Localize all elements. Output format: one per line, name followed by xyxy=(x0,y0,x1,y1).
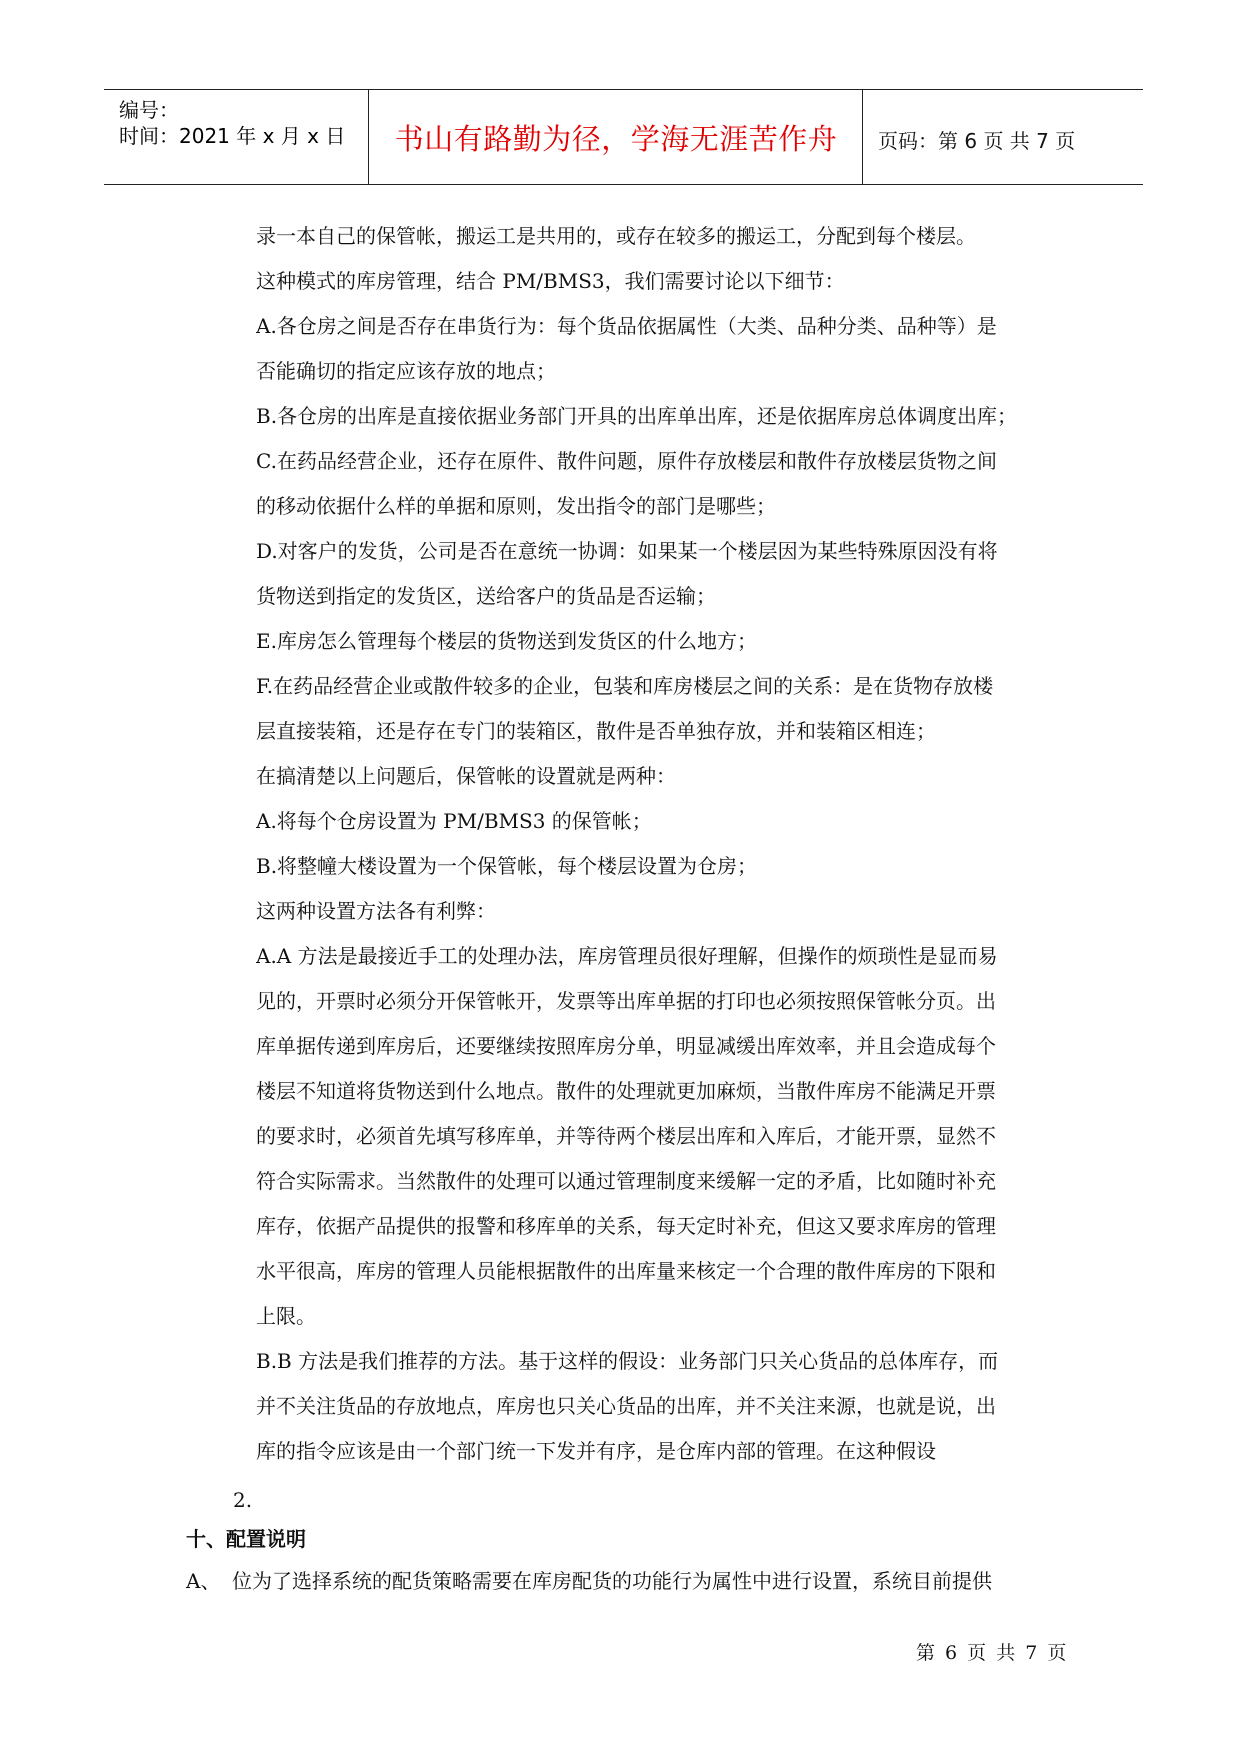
body-line: 这两种设置方法各有利弊： xyxy=(256,899,496,923)
section-item xyxy=(186,1565,992,1594)
section-item-text: 位为了选择系统的配货策略需要在库房配货的功能行为属性中进行设置，系统目前提供 xyxy=(232,1569,992,1593)
body-line: B.B 方法是我们推荐的方法。基于这样的假设：业务部门只关心货品的总体库存，而 xyxy=(256,1349,999,1373)
body-line: 库单据传递到库房后，还要继续按照库房分单，明显减缓出库效率，并且会造成每个 xyxy=(256,1034,996,1058)
body-line: 录一本自己的保管帐，搬运工是共用的，或存在较多的搬运工，分配到每个楼层。 xyxy=(256,224,976,248)
section-title: 十、配置说明 xyxy=(186,1527,306,1551)
header-motto: 书山有路勤为径，学海无涯苦作舟 xyxy=(394,122,838,156)
body-line: 的移动依据什么样的单据和原则，发出指令的部门是哪些； xyxy=(256,494,776,518)
page-footer: 第 6 页 共 7 页 xyxy=(916,1642,1069,1664)
section-item-mark: A、 xyxy=(186,1569,221,1593)
body-line: 上限。 xyxy=(256,1304,316,1328)
header-motto-cell xyxy=(370,90,863,184)
header-page-cell xyxy=(864,90,1143,184)
doc-number-label: 编号： xyxy=(119,98,179,122)
body-line: A.各仓房之间是否存在串货行为：每个货品依据属性（大类、品种分类、品种等）是 xyxy=(256,314,997,338)
page-header xyxy=(104,89,1143,185)
body-line: B.各仓房的出库是直接依据业务部门开具的出库单出库，还是依据库房总体调度出库； xyxy=(256,404,1018,428)
body-line: 并不关注货品的存放地点，库房也只关心货品的出库，并不关注来源，也就是说，出 xyxy=(256,1394,996,1418)
body-line: C.在药品经营企业，还存在原件、散件问题，原件存放楼层和散件存放楼层货物之间 xyxy=(256,449,997,473)
body-text xyxy=(256,214,1068,1474)
body-line: 库存，依据产品提供的报警和移库单的关系，每天定时补充，但这又要求库房的管理 xyxy=(256,1214,996,1238)
body-line: 货物送到指定的发货区，送给客户的货品是否运输； xyxy=(256,584,716,608)
header-info-cell xyxy=(104,90,369,184)
body-line: B.将整幢大楼设置为一个保管帐，每个楼层设置为仓房； xyxy=(256,854,758,878)
body-line: 水平很高，库房的管理人员能根据散件的出库量来核定一个合理的散件库房的下限和 xyxy=(256,1259,996,1283)
body-line: 楼层不知道将货物送到什么地点。散件的处理就更加麻烦，当散件库房不能满足开票 xyxy=(256,1079,996,1103)
body-line: 见的，开票时必须分开保管帐开，发票等出库单据的打印也必须按照保管帐分页。出 xyxy=(256,989,996,1013)
body-line: F.在药品经营企业或散件较多的企业，包装和库房楼层之间的关系：是在货物存放楼 xyxy=(256,674,994,698)
header-page-code: 页码：第 6 页 共 7 页 xyxy=(878,129,1076,153)
body-line: A.A 方法是最接近手工的处理办法，库房管理员很好理解，但操作的烦琐性是显而易 xyxy=(256,944,998,968)
body-line: 这种模式的库房管理，结合 PM/BMS3，我们需要讨论以下细节： xyxy=(256,269,845,293)
body-line: 在搞清楚以上问题后，保管帐的设置就是两种： xyxy=(256,764,676,788)
body-line: 层直接装箱，还是存在专门的装箱区，散件是否单独存放，并和装箱区相连； xyxy=(256,719,936,743)
list-number: 2. xyxy=(233,1488,253,1512)
body-line: E.库房怎么管理每个楼层的货物送到发货区的什么地方； xyxy=(256,629,757,653)
body-line: 否能确切的指定应该存放的地点； xyxy=(256,359,556,383)
body-line: D.对客户的发货，公司是否在意统一协调：如果某一个楼层因为某些特殊原因没有将 xyxy=(256,539,998,563)
body-line: 符合实际需求。当然散件的处理可以通过管理制度来缓解一定的矛盾，比如随时补充 xyxy=(256,1169,996,1193)
body-line: A.将每个仓房设置为 PM/BMS3 的保管帐； xyxy=(256,809,652,833)
body-line: 库的指令应该是由一个部门统一下发并有序，是仓库内部的管理。在这种假设 xyxy=(256,1439,936,1463)
body-line: 的要求时，必须首先填写移库单，并等待两个楼层出库和入库后，才能开票，显然不 xyxy=(256,1124,996,1148)
doc-time-label: 时间：2021 年 x 月 x 日 xyxy=(119,124,346,148)
